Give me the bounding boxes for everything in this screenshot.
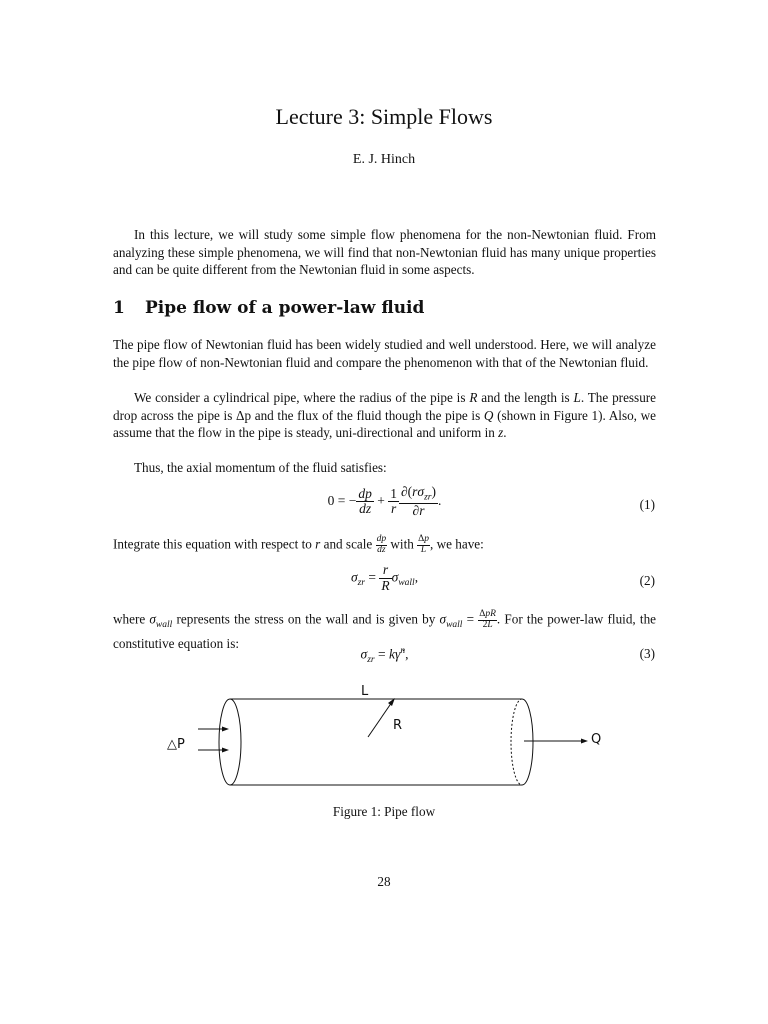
- label-Q: Q: [591, 732, 602, 747]
- paragraph-setup: We consider a cylindrical pipe, where the radius of the pipe is R and the length is L. The pressure drop across the pipe is Δp and the flux of the fluid though the pipe is Q (shown in Figure 1). Also, we assume that the flow in the pipe is steady, uni-directional and uniform in z.: [113, 390, 657, 440]
- equation-2: $\sigma_{zr}$ = $\frac{r}{R}$ $\sigma_{wall}$,: [350, 562, 419, 593]
- radius-line: [368, 702, 392, 737]
- label-R: R: [393, 718, 403, 733]
- equation-2-number: (2): [639, 573, 655, 588]
- equation-1: 0 = − $\frac{dp}{dz}$ + $\frac{1}{r}$ $\frac{\partial(r\sigma_{zr})}{\partial r}$ .: [327, 484, 442, 519]
- label-delta-P: △P: [167, 737, 185, 752]
- paragraph-momentum: Thus, the axial momentum of the fluid satisfies:: [134, 460, 387, 475]
- page-number: 28: [377, 874, 391, 889]
- pressure-arrowhead-top: [222, 727, 229, 732]
- paragraph-pipe-flow: The pipe flow of Newtonian fluid has been widely studied and well understood. Here, we will analyze the pipe flow of non-Newtonian fluid and compare the phenomenon with that of the Newtonian fluid.: [113, 337, 656, 370]
- section-heading: [113, 298, 424, 318]
- pipe-flow-figure: [0, 670, 768, 800]
- paper-title: Lecture 3: Simple Flows: [275, 104, 493, 129]
- pipe-inlet-ellipse: [219, 699, 241, 785]
- paragraph-wall-stress: where $\sigma_{wall}$ represents the stress on the wall and is given by $\sigma_{wall}$ = ΔpR 2L . For the power-law fluid, the constitutive equation is:: [113, 609, 657, 651]
- label-L: L: [361, 684, 369, 699]
- equation-1-number: (1): [639, 497, 655, 512]
- intro-paragraph: In this lecture, we will study some simple flow phenomena for the non-Newtonian fluid. From analyzing these simple phenomena, we will find that non-Newtonian fluid has many unique properties and can be quite different from the Newtonian fluid in some aspects.: [113, 227, 656, 277]
- figure-caption: Figure 1: Pipe flow: [332, 804, 436, 819]
- author: E. J. Hinch: [352, 152, 416, 167]
- pipe-outlet-front-arc: [522, 699, 533, 785]
- pipe-outlet-back-arc: [511, 699, 522, 785]
- equation-3-number: (3): [639, 646, 655, 661]
- section-title: Pipe flow of a power-law fluid: [145, 298, 425, 318]
- pressure-arrowhead-bottom: [222, 748, 229, 753]
- equation-3: $\sigma_{zr}$ = kγ̇$^n$,: [360, 646, 409, 666]
- flux-arrowhead: [581, 739, 588, 744]
- paragraph-integrate: Integrate this equation with respect to r and scale $\frac{dp}{dz}$ with $\frac{\Delta p}{L}$ , we have:: [113, 534, 484, 555]
- section-number: 1: [113, 298, 125, 318]
